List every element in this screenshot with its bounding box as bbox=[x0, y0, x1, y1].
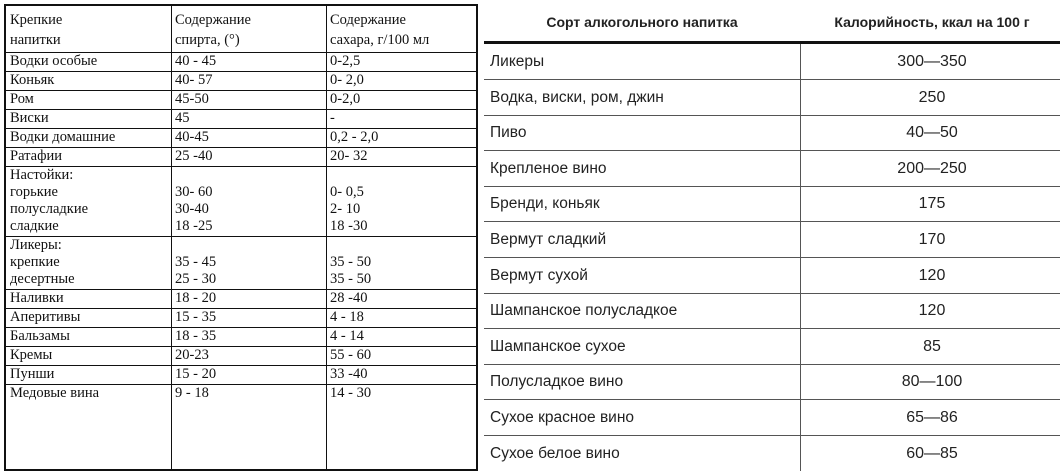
cell-drink-line: десертные bbox=[10, 271, 75, 287]
table-row bbox=[484, 151, 1060, 187]
cell-sugar bbox=[330, 290, 476, 308]
table-row bbox=[6, 327, 476, 346]
cell-sugar-line: 35 - 50 bbox=[330, 254, 372, 270]
cell-sugar-line: 20- 32 bbox=[330, 148, 368, 164]
cell-alcohol bbox=[175, 72, 323, 90]
table-row bbox=[484, 115, 1060, 151]
cell-sugar-line: 0,2 - 2,0 bbox=[330, 129, 379, 145]
header-calories: Калорийность, ккал на 100 г bbox=[834, 14, 1030, 30]
cell-drink bbox=[10, 72, 170, 90]
cell-drink-type: Ликеры bbox=[490, 53, 545, 70]
cell-drink bbox=[10, 385, 170, 403]
cell-drink-type: Сухое белое вино bbox=[490, 444, 620, 462]
table-row bbox=[484, 222, 1060, 258]
cell-calories: 300—350 bbox=[897, 53, 967, 70]
cell-sugar-line: 0-2,5 bbox=[330, 53, 361, 69]
table-row bbox=[484, 436, 1060, 472]
cell-calories: 250 bbox=[918, 88, 946, 106]
cell-alcohol bbox=[175, 237, 323, 289]
cell-sugar-line: 28 -40 bbox=[330, 290, 368, 306]
cell-drink-line: Настойки: bbox=[10, 167, 74, 183]
table-row bbox=[6, 109, 476, 128]
cell-calories: 200—250 bbox=[897, 159, 967, 177]
cell-alcohol-line: 15 - 20 bbox=[175, 366, 217, 382]
cell-drink-line: горькие bbox=[10, 184, 58, 200]
cell-alcohol-line: 35 - 45 bbox=[175, 254, 217, 270]
cell-drink-type: Пиво bbox=[490, 124, 527, 142]
table-row bbox=[6, 384, 476, 403]
table-row bbox=[6, 166, 476, 236]
cell-drink-line: Аперитивы bbox=[10, 309, 81, 325]
cell-calories: 80—100 bbox=[901, 373, 963, 391]
table-row bbox=[6, 71, 476, 90]
cell-alcohol bbox=[175, 309, 323, 327]
table-row bbox=[6, 236, 476, 289]
cell-calories: 175 bbox=[918, 195, 946, 213]
cell-sugar bbox=[330, 366, 476, 384]
calorie-table bbox=[484, 4, 1060, 471]
cell-drink bbox=[10, 148, 170, 166]
cell-drink-type: Крепленое вино bbox=[490, 159, 607, 177]
calorie-header-row bbox=[484, 4, 1060, 44]
cell-alcohol-line: 18 -25 bbox=[175, 218, 213, 234]
cell-drink-line: сладкие bbox=[10, 218, 59, 234]
cell-sugar-line: 33 -40 bbox=[330, 366, 368, 382]
cell-drink-type: Водка, виски, ром, джин bbox=[490, 88, 664, 106]
cell-drink-line: Пунши bbox=[10, 366, 55, 382]
cell-alcohol bbox=[175, 91, 323, 109]
table-row bbox=[484, 293, 1060, 329]
cell-sugar bbox=[330, 110, 476, 128]
cell-alcohol bbox=[175, 290, 323, 308]
cell-alcohol-line bbox=[175, 237, 323, 254]
cell-drink-type: Вермут сладкий bbox=[490, 231, 607, 248]
cell-alcohol-line: 20-23 bbox=[175, 347, 209, 363]
header-sugar-line: Содержание bbox=[330, 12, 406, 28]
header-alcohol-line: спирта, (°) bbox=[175, 32, 240, 48]
table-row bbox=[6, 308, 476, 327]
table-row bbox=[484, 44, 1060, 80]
table-row bbox=[484, 400, 1060, 436]
cell-alcohol-line bbox=[175, 167, 323, 184]
cell-sugar-line: 35 - 50 bbox=[330, 271, 372, 287]
table-row bbox=[484, 329, 1060, 365]
cell-calories: 120 bbox=[918, 302, 946, 320]
cell-alcohol bbox=[175, 347, 323, 365]
cell-calories: 120 bbox=[918, 266, 946, 284]
cell-alcohol-line: 25 - 30 bbox=[175, 271, 217, 287]
cell-drink-type: Бренди, коньяк bbox=[490, 195, 600, 213]
cell-alcohol bbox=[175, 167, 323, 236]
cell-drink-line: Кремы bbox=[10, 347, 53, 363]
cell-drink-line: Бальзамы bbox=[10, 328, 70, 344]
cell-sugar-line: - bbox=[330, 110, 335, 126]
cell-drink-type: Шампанское сухое bbox=[490, 337, 626, 355]
header-drink-line: Крепкие bbox=[10, 12, 63, 28]
cell-alcohol bbox=[175, 110, 323, 128]
table-header-row bbox=[6, 6, 476, 52]
table-row bbox=[484, 258, 1060, 294]
cell-sugar bbox=[330, 91, 476, 109]
cell-drink bbox=[10, 309, 170, 327]
cell-sugar-line bbox=[330, 167, 476, 184]
cell-alcohol-line: 30-40 bbox=[175, 201, 209, 217]
cell-sugar-line: 2- 10 bbox=[330, 201, 361, 217]
cell-alcohol-line: 9 - 18 bbox=[175, 385, 209, 401]
cell-sugar-line: 4 - 14 bbox=[330, 328, 364, 344]
cell-drink-type: Полусладкое вино bbox=[490, 373, 624, 391]
table-row bbox=[6, 365, 476, 384]
cell-sugar bbox=[330, 385, 476, 403]
header-alcohol bbox=[175, 10, 323, 52]
cell-drink bbox=[10, 328, 170, 346]
cell-drink-line: Коньяк bbox=[10, 72, 55, 88]
cell-drink-line: Наливки bbox=[10, 290, 64, 306]
cell-drink-line: полусладкие bbox=[10, 201, 89, 217]
header-sugar bbox=[330, 10, 476, 52]
cell-sugar bbox=[330, 148, 476, 166]
cell-alcohol-line: 18 - 20 bbox=[175, 290, 217, 306]
cell-sugar bbox=[330, 237, 476, 289]
cell-drink-line: Ратафии bbox=[10, 148, 62, 164]
table-row bbox=[484, 364, 1060, 400]
table-row bbox=[6, 346, 476, 365]
cell-calories: 60—85 bbox=[906, 444, 958, 462]
cell-drink-line: Водки особые bbox=[10, 53, 98, 69]
cell-drink bbox=[10, 110, 170, 128]
cell-sugar bbox=[330, 328, 476, 346]
cell-calories: 85 bbox=[923, 337, 941, 355]
cell-sugar-line: 55 - 60 bbox=[330, 347, 372, 363]
cell-sugar bbox=[330, 72, 476, 90]
cell-drink bbox=[10, 290, 170, 308]
header-drink bbox=[10, 10, 170, 52]
cell-sugar bbox=[330, 129, 476, 147]
table-row bbox=[484, 80, 1060, 116]
cell-alcohol bbox=[175, 148, 323, 166]
cell-drink bbox=[10, 129, 170, 147]
cell-sugar-line: 18 -30 bbox=[330, 218, 368, 234]
header-drink-type: Сорт алкогольного напитка bbox=[546, 14, 738, 30]
cell-sugar-line: 4 - 18 bbox=[330, 309, 364, 325]
cell-alcohol-line: 40-45 bbox=[175, 129, 209, 145]
cell-drink bbox=[10, 237, 170, 289]
cell-alcohol-line: 30- 60 bbox=[175, 184, 213, 200]
cell-sugar bbox=[330, 53, 476, 71]
cell-alcohol-line: 15 - 35 bbox=[175, 309, 217, 325]
cell-drink-line: Ликеры: bbox=[10, 237, 62, 253]
cell-alcohol-line: 45-50 bbox=[175, 91, 209, 107]
cell-sugar-line: 0- 2,0 bbox=[330, 72, 364, 88]
cell-drink bbox=[10, 91, 170, 109]
cell-drink-type: Сухое красное вино bbox=[490, 409, 635, 426]
cell-drink bbox=[10, 366, 170, 384]
cell-drink bbox=[10, 167, 170, 236]
cell-drink-line: Ром bbox=[10, 91, 34, 107]
header-alcohol-line: Содержание bbox=[175, 12, 251, 28]
cell-drink-type: Шампанское полусладкое bbox=[490, 302, 678, 320]
cell-alcohol bbox=[175, 129, 323, 147]
cell-drink-type: Вермут сухой bbox=[490, 266, 588, 284]
cell-sugar-line: 14 - 30 bbox=[330, 385, 372, 401]
cell-sugar-line bbox=[330, 237, 476, 254]
cell-alcohol bbox=[175, 53, 323, 71]
cell-calories: 65—86 bbox=[906, 409, 958, 426]
cell-alcohol bbox=[175, 385, 323, 403]
cell-sugar bbox=[330, 167, 476, 236]
table-row bbox=[484, 186, 1060, 222]
cell-calories: 170 bbox=[918, 231, 946, 248]
cell-drink-line: Водки домашние bbox=[10, 129, 116, 145]
header-sugar-line: сахара, г/100 мл bbox=[330, 32, 430, 48]
cell-drink-line: крепкие bbox=[10, 254, 60, 270]
table-row bbox=[6, 289, 476, 308]
cell-alcohol-line: 18 - 35 bbox=[175, 328, 217, 344]
cell-sugar bbox=[330, 347, 476, 365]
table-row bbox=[6, 90, 476, 109]
cell-drink bbox=[10, 53, 170, 71]
table-row bbox=[6, 147, 476, 166]
alcohol-sugar-table bbox=[4, 4, 478, 471]
cell-sugar-line: 0-2,0 bbox=[330, 91, 361, 107]
cell-alcohol-line: 40 - 45 bbox=[175, 53, 217, 69]
cell-alcohol-line: 45 bbox=[175, 110, 190, 126]
cell-sugar-line: 0- 0,5 bbox=[330, 184, 364, 200]
cell-alcohol-line: 40- 57 bbox=[175, 72, 213, 88]
cell-drink bbox=[10, 347, 170, 365]
cell-drink-line: Медовые вина bbox=[10, 385, 100, 401]
table-row bbox=[6, 128, 476, 147]
cell-alcohol-line: 25 -40 bbox=[175, 148, 213, 164]
cell-calories: 40—50 bbox=[906, 124, 958, 142]
cell-alcohol bbox=[175, 366, 323, 384]
cell-drink-line: Виски bbox=[10, 110, 49, 126]
header-drink-line: напитки bbox=[10, 32, 61, 48]
cell-alcohol bbox=[175, 328, 323, 346]
table-row bbox=[6, 52, 476, 71]
cell-sugar bbox=[330, 309, 476, 327]
